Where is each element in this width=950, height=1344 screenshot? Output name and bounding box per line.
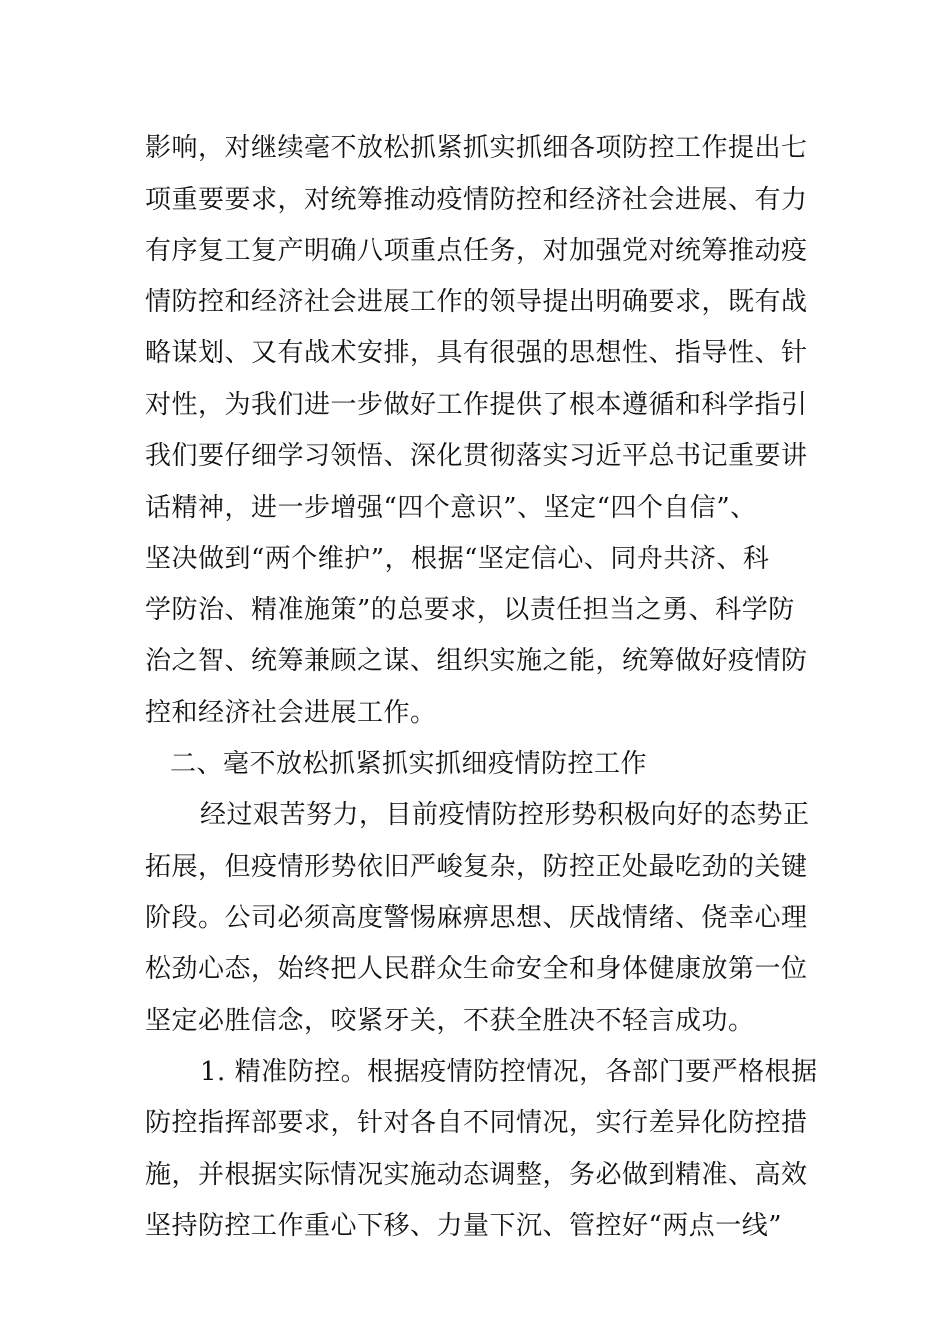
paragraph-start-line: 1. 精准防控。根据疫情防控情况，各部门要严格根据 [200,1057,818,1087]
text-line: 防控指挥部要求，针对各自不同情况，实行差异化防控措 [145,1108,808,1138]
text-line: 治之智、统筹兼顾之谋、组织实施之能，统筹做好疫情防 [145,646,808,676]
text-line: 有序复工复产明确八项重点任务，对加强党对统筹推动疫 [145,236,808,266]
text-line: 略谋划、又有战术安排，具有很强的思想性、指导性、针 [145,338,808,368]
section-heading: 二、毫不放松抓紧抓实抓细疫情防控工作 [170,749,648,779]
text-line: 坚持防控工作重心下移、力量下沉、管控好“两点一线” [145,1211,783,1241]
paragraph-start-line: 经过艰苦努力，目前疫情防控形势积极向好的态势正 [200,800,810,830]
text-line: 影响，对继续毫不放松抓紧抓实抓细各项防控工作提出七 [145,133,808,163]
text-line: 松劲心态，始终把人民群众生命安全和身体健康放第一位 [145,954,808,984]
text-line: 控和经济社会进展工作。 [145,698,437,728]
text-line: 项重要要求，对统筹推动疫情防控和经济社会进展、有力 [145,185,808,215]
text-line: 情防控和经济社会进展工作的领导提出明确要求，既有战 [145,287,808,317]
text-line: 阶段。公司必须高度警惕麻痹思想、厌战情绪、侥幸心理 [145,903,808,933]
text-line: 我们要仔细学习领悟、深化贯彻落实习近平总书记重要讲 [145,441,808,471]
text-line: 拓展，但疫情形势依旧严峻复杂，防控正处最吃劲的关键 [145,852,808,882]
text-line: 坚定必胜信念，咬紧牙关，不获全胜决不轻言成功。 [145,1006,755,1036]
text-line: 坚决做到“两个维护”，根据“坚定信心、同舟共济、科 [145,544,770,574]
text-line: 施，并根据实际情况实施动态调整，务必做到精准、高效 [145,1160,808,1190]
text-line: 学防治、精准施策”的总要求，以责任担当之勇、科学防 [145,595,795,625]
text-line: 对性，为我们进一步做好工作提供了根本遵循和科学指引 [145,390,808,420]
text-line: 话精神，进一步增强“四个意识”、坚定“四个自信”、 [145,493,757,523]
